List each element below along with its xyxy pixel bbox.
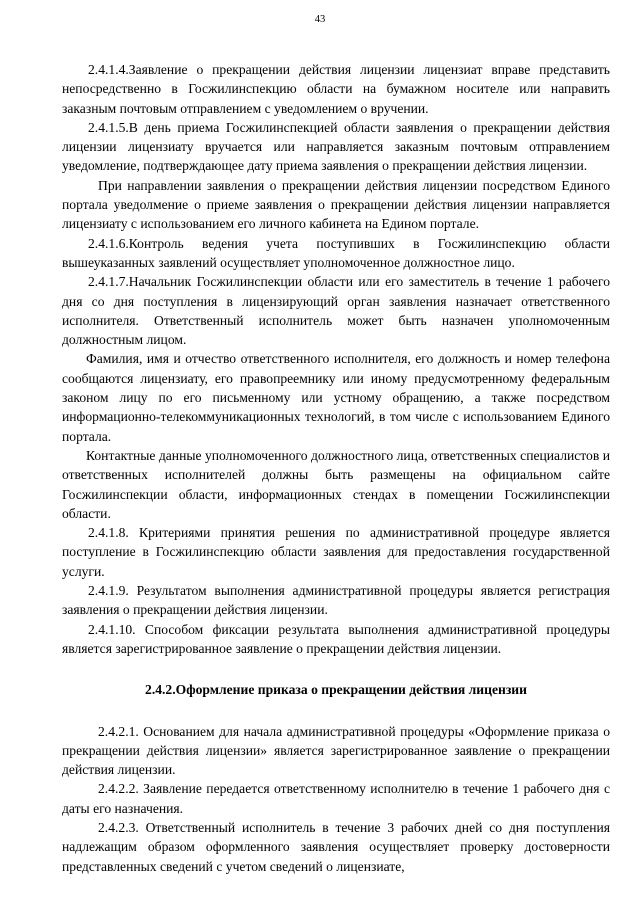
paragraph-2-4-2-1: 2.4.2.1. Основанием для начала административной процедуры «Оформление приказа о прекращении действия лицензии» является зарегистрированное заявление о прекращении действия лицензии. (62, 723, 610, 778)
paragraph-2-4-1-8: 2.4.1.8. Критериями принятия решения по административной процедуре является поступление в Госжилинспекцию области заявления для предоставления государственной услуги. (62, 525, 610, 579)
paragraph-2-4-2-2: 2.4.2.2. Заявление передается ответственному исполнителю в течение 1 рабочего дня с даты его назначения. (62, 781, 610, 816)
page-number: 43 (314, 14, 326, 25)
paragraph-contact-data: Контактные данные уполномоченного должностного лица, ответственных специалистов и ответственных исполнителей должны быть размещены на официальном сайте Госжилинспекции области, информационных стендах в помещении Госжилинспекции области. (62, 447, 610, 521)
section-heading: 2.4.2.Оформление приказа о прекращении действия лицензии (145, 682, 527, 698)
paragraph-2-4-1-4: 2.4.1.4.Заявление о прекращении действия лицензии лицензиат вправе представить непосредственно в Госжилинспекцию области на бумажном носителе или направить заказным почтовым отправлением с уведомлением о вручении. (62, 62, 610, 116)
paragraph-2-4-1-10: 2.4.1.10. Способом фиксации результата выполнения административной процедуры является зарегистрированное заявление о прекращении действия лицензии. (62, 621, 610, 656)
paragraph-executor-contacts: Фамилия, имя и отчество ответственного исполнителя, его должность и номер телефона сообщаются лицензиату, его правопреемнику или иному предусмотренному федеральным законом лицу по его письменному или устному обращению, а также посредством информационно-телекоммуникационных технологий, в том числе с использованием Единого портала. (62, 351, 610, 444)
paragraph-2-4-1-9: 2.4.1.9. Результатом выполнения административной процедуры является регистрация заявления о прекращении действия лицензии. (62, 583, 610, 618)
paragraph-2-4-2-3: 2.4.2.3. Ответственный исполнитель в течение 3 рабочих дней со дня поступления надлежащим образом оформленного заявления осуществляет проверку достоверности представленных сведений с учетом сведений о лицензиате, (62, 819, 610, 874)
document-body (62, 60, 610, 876)
paragraph-2-4-1-6: 2.4.1.6.Контроль ведения учета поступивших в Госжилинспекцию области вышеуказанных заявлений осуществляет уполномоченное должностное лицо. (62, 235, 610, 270)
paragraph-portal-notice: При направлении заявления о прекращении действия лицензии посредством Единого портала уведолмение о приеме заявления о прекращении действия лицензии направляется лицензиату с использованием его личного кабинета на Едином портале. (62, 177, 610, 232)
paragraph-2-4-1-7: 2.4.1.7.Начальник Госжилинспекции области или его заместитель в течение 1 рабочего дня со дня поступления в лицензирующий орган заявления назначает ответственного исполнителя. Ответственный исполнитель может быть назначен уполномоченным должностным лицом. (62, 274, 610, 348)
paragraph-2-4-1-5: 2.4.1.5.В день приема Госжилинспекцией области заявления о прекращении действия лицензии лицензиату вручается или направляется заказным почтовым отправлением уведомление, подтверждающее дату приема заявления о прекращении действия лицензии. (62, 119, 610, 174)
